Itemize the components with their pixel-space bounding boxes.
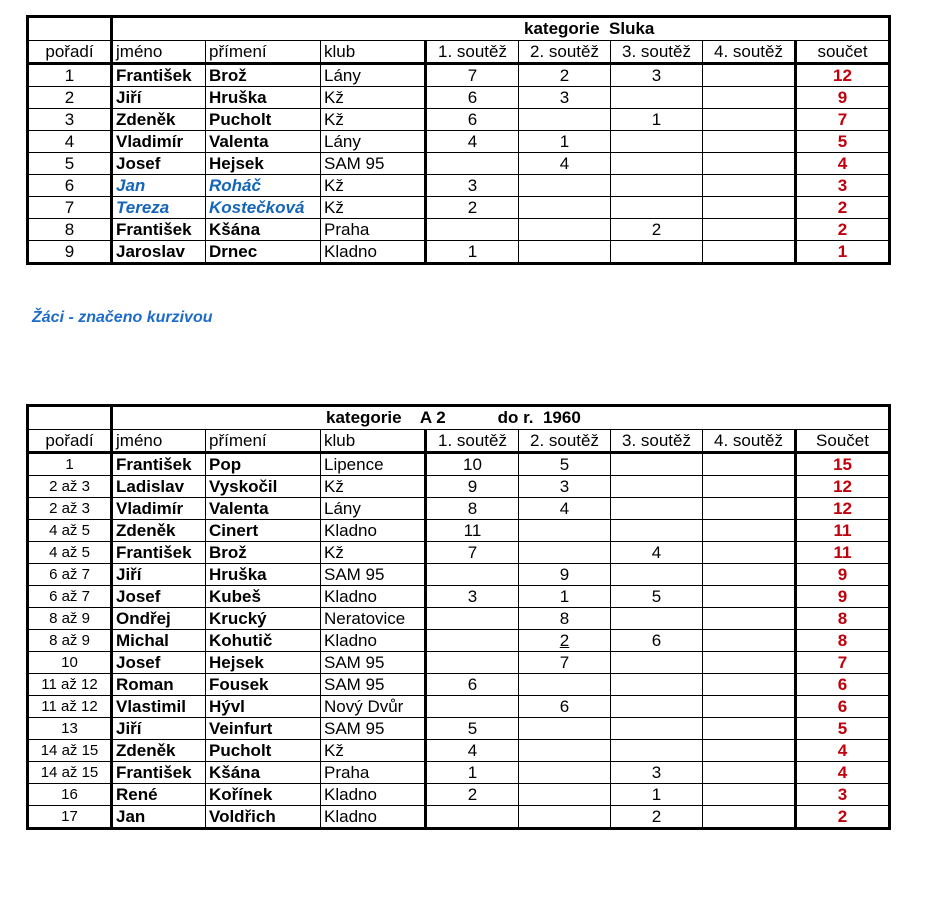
cell-last-name: Pucholt	[206, 740, 321, 762]
cell-rank: 14 až 15	[28, 762, 112, 784]
cell-sum: 6	[796, 674, 890, 696]
cell-round-1: 6	[426, 109, 519, 131]
cell-rank: 6 až 7	[28, 586, 112, 608]
cell-round-3	[611, 153, 703, 175]
header-rank: pořadí	[28, 430, 112, 453]
cell-round-3: 5	[611, 586, 703, 608]
table-title	[112, 406, 890, 430]
table-title-text: kategorie Sluka	[524, 19, 655, 38]
cell-first-name: Tereza	[112, 197, 206, 219]
cell-first-name: Ondřej	[112, 608, 206, 630]
cell-sum: 4	[796, 762, 890, 784]
cell-sum: 3	[796, 175, 890, 197]
cell-round-4	[703, 241, 796, 264]
cell-last-name: Hejsek	[206, 652, 321, 674]
cell-sum: 11	[796, 520, 890, 542]
cell-round-1: 1	[426, 241, 519, 264]
cell-sum: 3	[796, 784, 890, 806]
cell-round-4	[703, 806, 796, 829]
table-row	[28, 674, 890, 696]
cell-club: SAM 95	[321, 564, 426, 586]
cell-round-2: 4	[519, 153, 611, 175]
cell-round-2: 2	[519, 630, 611, 652]
cell-club: Kladno	[321, 806, 426, 829]
cell-round-2	[519, 806, 611, 829]
cell-last-name: Kohutič	[206, 630, 321, 652]
cell-first-name: František	[112, 542, 206, 564]
cell-round-1: 11	[426, 520, 519, 542]
cell-last-name: Kubeš	[206, 586, 321, 608]
cell-last-name: Pop	[206, 453, 321, 476]
cell-round-3	[611, 674, 703, 696]
table-row	[28, 806, 890, 829]
cell-round-1: 2	[426, 197, 519, 219]
table-row	[28, 718, 890, 740]
table-row	[28, 630, 890, 652]
cell-rank: 5	[28, 153, 112, 175]
cell-round-4	[703, 219, 796, 241]
cell-round-1: 6	[426, 674, 519, 696]
table-kategorie-sluka	[26, 15, 891, 265]
cell-sum: 7	[796, 652, 890, 674]
header-round-4: 4. soutěž	[703, 41, 796, 64]
cell-round-4	[703, 696, 796, 718]
cell-last-name: Valenta	[206, 498, 321, 520]
cell-first-name: František	[112, 762, 206, 784]
cell-rank: 11 až 12	[28, 696, 112, 718]
cell-round-1: 2	[426, 784, 519, 806]
cell-round-1: 4	[426, 131, 519, 153]
cell-sum: 8	[796, 608, 890, 630]
table-row	[28, 476, 890, 498]
cell-round-4	[703, 109, 796, 131]
cell-round-4	[703, 153, 796, 175]
cell-round-3	[611, 175, 703, 197]
cell-round-2	[519, 175, 611, 197]
header-first-name: jméno	[112, 41, 206, 64]
cell-last-name: Fousek	[206, 674, 321, 696]
cell-round-1	[426, 564, 519, 586]
cell-last-name: Hývl	[206, 696, 321, 718]
table-kategorie-a2	[26, 404, 891, 830]
cell-first-name: Zdeněk	[112, 740, 206, 762]
cell-round-3	[611, 87, 703, 109]
cell-round-1: 4	[426, 740, 519, 762]
cell-round-1: 6	[426, 87, 519, 109]
header-rank: pořadí	[28, 41, 112, 64]
cell-round-4	[703, 520, 796, 542]
header-round-4: 4. soutěž	[703, 430, 796, 453]
table-title	[112, 17, 890, 41]
table-row	[28, 131, 890, 153]
cell-round-1: 8	[426, 498, 519, 520]
cell-club: Nový Dvůr	[321, 696, 426, 718]
table-title-row	[28, 17, 890, 41]
cell-round-2: 3	[519, 87, 611, 109]
cell-first-name: Jan	[112, 806, 206, 829]
cell-sum: 7	[796, 109, 890, 131]
cell-round-1: 3	[426, 586, 519, 608]
cell-round-2: 4	[519, 498, 611, 520]
header-round-2: 2. soutěž	[519, 430, 611, 453]
cell-round-4	[703, 542, 796, 564]
cell-last-name: Kšána	[206, 219, 321, 241]
cell-first-name: Josef	[112, 652, 206, 674]
title-blank-cell	[28, 406, 112, 430]
table-row	[28, 453, 890, 476]
cell-round-1: 1	[426, 762, 519, 784]
cell-first-name: Jiří	[112, 87, 206, 109]
cell-sum: 11	[796, 542, 890, 564]
cell-round-2	[519, 784, 611, 806]
cell-round-2	[519, 219, 611, 241]
cell-sum: 12	[796, 476, 890, 498]
cell-rank: 4 až 5	[28, 520, 112, 542]
title-blank-cell	[28, 17, 112, 41]
cell-round-4	[703, 87, 796, 109]
cell-last-name: Brož	[206, 542, 321, 564]
students-note: Žáci - značeno kurzivou	[32, 309, 213, 326]
cell-rank: 10	[28, 652, 112, 674]
cell-round-2	[519, 241, 611, 264]
header-club: klub	[321, 430, 426, 453]
header-round-3: 3. soutěž	[611, 41, 703, 64]
cell-round-3	[611, 197, 703, 219]
cell-round-1: 7	[426, 542, 519, 564]
cell-round-4	[703, 64, 796, 87]
cell-round-2: 1	[519, 586, 611, 608]
cell-round-3	[611, 241, 703, 264]
table-row	[28, 784, 890, 806]
cell-club: Lány	[321, 64, 426, 87]
cell-first-name: Zdeněk	[112, 109, 206, 131]
cell-round-1	[426, 219, 519, 241]
cell-last-name: Krucký	[206, 608, 321, 630]
header-row	[28, 430, 890, 453]
cell-last-name: Pucholt	[206, 109, 321, 131]
cell-rank: 7	[28, 197, 112, 219]
cell-last-name: Roháč	[206, 175, 321, 197]
header-round-1: 1. soutěž	[426, 41, 519, 64]
cell-club: SAM 95	[321, 718, 426, 740]
cell-club: Kž	[321, 175, 426, 197]
cell-round-3	[611, 696, 703, 718]
table-row	[28, 696, 890, 718]
cell-round-4	[703, 476, 796, 498]
cell-first-name: Zdeněk	[112, 520, 206, 542]
cell-first-name: René	[112, 784, 206, 806]
cell-club: Kž	[321, 87, 426, 109]
cell-club: SAM 95	[321, 153, 426, 175]
header-row	[28, 41, 890, 64]
cell-round-2: 5	[519, 453, 611, 476]
cell-round-3	[611, 498, 703, 520]
cell-last-name: Kořínek	[206, 784, 321, 806]
header-round-2: 2. soutěž	[519, 41, 611, 64]
cell-club: Kž	[321, 740, 426, 762]
cell-rank: 2	[28, 87, 112, 109]
cell-first-name: Jiří	[112, 718, 206, 740]
cell-round-1	[426, 153, 519, 175]
cell-last-name: Voldřich	[206, 806, 321, 829]
cell-first-name: František	[112, 453, 206, 476]
table-row	[28, 109, 890, 131]
cell-round-4	[703, 762, 796, 784]
cell-first-name: Ladislav	[112, 476, 206, 498]
cell-club: Kž	[321, 197, 426, 219]
cell-rank: 9	[28, 241, 112, 264]
cell-club: SAM 95	[321, 674, 426, 696]
table-row	[28, 564, 890, 586]
cell-rank: 17	[28, 806, 112, 829]
cell-first-name: Vladimír	[112, 498, 206, 520]
cell-club: Kž	[321, 542, 426, 564]
table-row	[28, 740, 890, 762]
cell-club: Kž	[321, 109, 426, 131]
table-row	[28, 219, 890, 241]
cell-club: Kladno	[321, 586, 426, 608]
cell-rank: 2 až 3	[28, 476, 112, 498]
cell-club: Praha	[321, 219, 426, 241]
cell-round-3	[611, 740, 703, 762]
cell-club: Lipence	[321, 453, 426, 476]
cell-round-2: 8	[519, 608, 611, 630]
table-title-text: kategorie A 2 do r. 1960	[326, 408, 581, 427]
cell-rank: 3	[28, 109, 112, 131]
header-round-1: 1. soutěž	[426, 430, 519, 453]
cell-round-2: 6	[519, 696, 611, 718]
cell-sum: 6	[796, 696, 890, 718]
cell-round-4	[703, 652, 796, 674]
cell-first-name: Vlastimil	[112, 696, 206, 718]
cell-round-3: 2	[611, 219, 703, 241]
table-row	[28, 87, 890, 109]
cell-round-2: 2	[519, 64, 611, 87]
cell-last-name: Brož	[206, 64, 321, 87]
cell-first-name: František	[112, 64, 206, 87]
cell-club: Lány	[321, 131, 426, 153]
cell-sum: 12	[796, 498, 890, 520]
cell-round-2	[519, 674, 611, 696]
cell-round-3: 1	[611, 784, 703, 806]
table-row	[28, 762, 890, 784]
cell-club: Neratovice	[321, 608, 426, 630]
header-last-name: přímení	[206, 430, 321, 453]
cell-first-name: Josef	[112, 153, 206, 175]
cell-round-4	[703, 674, 796, 696]
cell-round-4	[703, 131, 796, 153]
cell-club: Kladno	[321, 630, 426, 652]
cell-sum: 4	[796, 153, 890, 175]
table-row	[28, 153, 890, 175]
cell-rank: 1	[28, 453, 112, 476]
cell-last-name: Drnec	[206, 241, 321, 264]
cell-round-3	[611, 131, 703, 153]
cell-last-name: Vyskočil	[206, 476, 321, 498]
cell-round-2	[519, 718, 611, 740]
cell-round-1	[426, 630, 519, 652]
cell-first-name: Michal	[112, 630, 206, 652]
cell-last-name: Hruška	[206, 87, 321, 109]
table-row	[28, 64, 890, 87]
header-round-3: 3. soutěž	[611, 430, 703, 453]
cell-round-2	[519, 109, 611, 131]
cell-sum: 2	[796, 219, 890, 241]
cell-club: Kladno	[321, 520, 426, 542]
table-row	[28, 197, 890, 219]
table-title-row	[28, 406, 890, 430]
cell-round-3	[611, 718, 703, 740]
cell-club: Praha	[321, 762, 426, 784]
cell-last-name: Valenta	[206, 131, 321, 153]
cell-rank: 8 až 9	[28, 630, 112, 652]
cell-round-4	[703, 453, 796, 476]
header-sum: Součet	[796, 430, 890, 453]
cell-sum: 2	[796, 806, 890, 829]
cell-sum: 15	[796, 453, 890, 476]
table-row	[28, 498, 890, 520]
table-row	[28, 175, 890, 197]
cell-sum: 5	[796, 718, 890, 740]
cell-round-1	[426, 696, 519, 718]
cell-first-name: František	[112, 219, 206, 241]
cell-round-2	[519, 197, 611, 219]
cell-rank: 8 až 9	[28, 608, 112, 630]
cell-sum: 8	[796, 630, 890, 652]
cell-sum: 9	[796, 564, 890, 586]
cell-rank: 14 až 15	[28, 740, 112, 762]
table-row	[28, 542, 890, 564]
cell-club: Kladno	[321, 784, 426, 806]
cell-club: Kladno	[321, 241, 426, 264]
cell-club: SAM 95	[321, 652, 426, 674]
table-row	[28, 586, 890, 608]
cell-first-name: Jaroslav	[112, 241, 206, 264]
header-club: klub	[321, 41, 426, 64]
cell-round-2	[519, 740, 611, 762]
cell-sum: 4	[796, 740, 890, 762]
cell-last-name: Hruška	[206, 564, 321, 586]
cell-last-name: Kšána	[206, 762, 321, 784]
cell-round-3: 1	[611, 109, 703, 131]
cell-round-4	[703, 197, 796, 219]
cell-round-4	[703, 718, 796, 740]
cell-rank: 4 až 5	[28, 542, 112, 564]
cell-club: Kž	[321, 476, 426, 498]
cell-round-2	[519, 762, 611, 784]
cell-first-name: Jan	[112, 175, 206, 197]
cell-last-name: Veinfurt	[206, 718, 321, 740]
cell-round-3	[611, 652, 703, 674]
header-first-name: jméno	[112, 430, 206, 453]
cell-round-3	[611, 476, 703, 498]
cell-sum: 5	[796, 131, 890, 153]
cell-first-name: Jiří	[112, 564, 206, 586]
cell-round-2: 3	[519, 476, 611, 498]
cell-round-3	[611, 520, 703, 542]
cell-round-4	[703, 498, 796, 520]
cell-round-2	[519, 520, 611, 542]
cell-round-3: 2	[611, 806, 703, 829]
cell-last-name: Hejsek	[206, 153, 321, 175]
cell-rank: 8	[28, 219, 112, 241]
cell-round-2: 7	[519, 652, 611, 674]
table-row	[28, 608, 890, 630]
cell-round-1	[426, 608, 519, 630]
cell-first-name: Vladimír	[112, 131, 206, 153]
cell-rank: 16	[28, 784, 112, 806]
cell-round-3: 3	[611, 64, 703, 87]
cell-round-1: 7	[426, 64, 519, 87]
cell-round-4	[703, 608, 796, 630]
cell-round-1	[426, 806, 519, 829]
cell-sum: 1	[796, 241, 890, 264]
cell-round-4	[703, 630, 796, 652]
cell-club: Lány	[321, 498, 426, 520]
cell-round-3: 3	[611, 762, 703, 784]
cell-round-2: 1	[519, 131, 611, 153]
cell-round-3	[611, 453, 703, 476]
cell-round-4	[703, 784, 796, 806]
cell-round-1: 10	[426, 453, 519, 476]
cell-rank: 4	[28, 131, 112, 153]
cell-round-2: 9	[519, 564, 611, 586]
cell-rank: 2 až 3	[28, 498, 112, 520]
cell-round-4	[703, 740, 796, 762]
cell-rank: 13	[28, 718, 112, 740]
cell-first-name: Roman	[112, 674, 206, 696]
table-row	[28, 520, 890, 542]
table-row	[28, 241, 890, 264]
cell-round-4	[703, 564, 796, 586]
header-sum: součet	[796, 41, 890, 64]
cell-round-3	[611, 564, 703, 586]
cell-round-2	[519, 542, 611, 564]
cell-rank: 1	[28, 64, 112, 87]
cell-round-1	[426, 652, 519, 674]
cell-last-name: Kostečková	[206, 197, 321, 219]
cell-first-name: Josef	[112, 586, 206, 608]
cell-rank: 6	[28, 175, 112, 197]
cell-round-4	[703, 586, 796, 608]
cell-sum: 9	[796, 87, 890, 109]
cell-last-name: Cinert	[206, 520, 321, 542]
cell-round-3: 4	[611, 542, 703, 564]
cell-sum: 12	[796, 64, 890, 87]
cell-rank: 11 až 12	[28, 674, 112, 696]
cell-round-1: 9	[426, 476, 519, 498]
cell-round-3: 6	[611, 630, 703, 652]
cell-round-3	[611, 608, 703, 630]
cell-sum: 9	[796, 586, 890, 608]
header-last-name: přímení	[206, 41, 321, 64]
cell-round-1: 3	[426, 175, 519, 197]
cell-rank: 6 až 7	[28, 564, 112, 586]
cell-sum: 2	[796, 197, 890, 219]
cell-round-1: 5	[426, 718, 519, 740]
table-row	[28, 652, 890, 674]
cell-round-4	[703, 175, 796, 197]
